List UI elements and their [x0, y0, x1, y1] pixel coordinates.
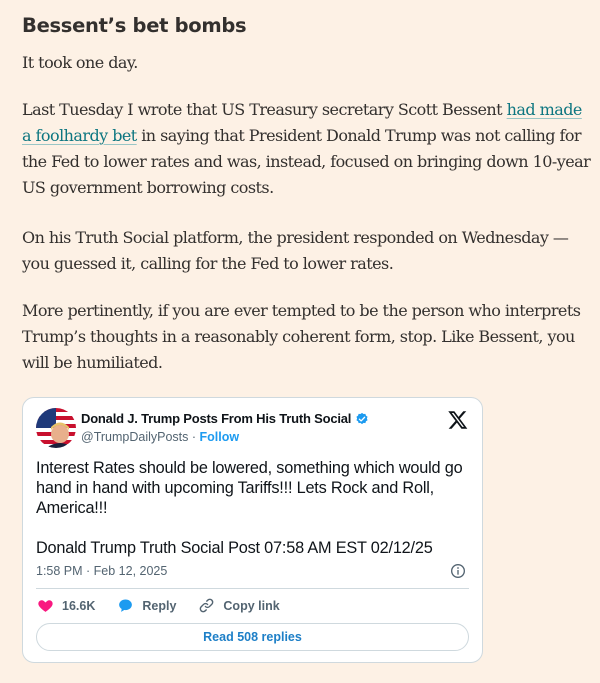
follow-button[interactable]: Follow [199, 430, 240, 444]
paragraph-2-text-after: in saying that President Donald Trump was not calling for the Fed to lower rates and was, instead, focused on bringing down 10-year US government borrowing costs. [22, 126, 591, 197]
like-button[interactable] [37, 597, 95, 614]
reply-button[interactable] [117, 597, 176, 614]
paragraph-2 [22, 97, 592, 201]
like-count: 16.6K [62, 598, 96, 613]
copy-link-button[interactable] [198, 597, 279, 614]
copy-link-label: Copy link [223, 598, 280, 613]
tweet-actions [37, 597, 302, 614]
tweet-timestamp[interactable]: 1:58 PM · Feb 12, 2025 [36, 564, 168, 578]
heart-icon [37, 597, 54, 614]
author-handle[interactable]: @TrumpDailyPosts [81, 430, 189, 444]
paragraph-4: More pertinently, if you are ever tempted to be the person who interprets Trump’s thoughts in a reasonably coherent form, stop. Like Bessent, you will be humiliated. [22, 301, 581, 372]
tweet-text-line-2: Donald Trump Truth Social Post 07:58 AM EST 02/12/25 [36, 539, 433, 557]
info-icon[interactable] [450, 563, 466, 579]
read-replies-button[interactable]: Read 508 replies [36, 623, 469, 651]
author-name-text: Donald J. Trump Posts From His Truth Social [81, 411, 352, 426]
separator-dot: · [188, 430, 200, 444]
author-name[interactable] [81, 411, 369, 427]
paragraph-2-text-before: Last Tuesday I wrote that US Treasury secretary Scott Bessent [22, 100, 507, 119]
avatar-flag-icon [36, 408, 76, 448]
paragraph-3: On his Truth Social platform, the president responded on Wednesday — you guessed it, calling for the Fed to lower rates. [22, 228, 569, 273]
tweet-author[interactable] [81, 411, 369, 445]
reply-bubble-icon [117, 597, 134, 614]
x-logo-icon[interactable] [447, 409, 469, 431]
avatar[interactable] [36, 408, 76, 448]
author-sub [81, 429, 369, 445]
paragraph-1: It took one day. [22, 53, 138, 72]
foolhardy-bet-link[interactable]: had made a foolhardy bet [22, 100, 582, 145]
embedded-tweet[interactable] [22, 397, 483, 663]
tweet-text [36, 458, 476, 558]
reply-label: Reply [142, 598, 177, 613]
tweet-text-line-1: Interest Rates should be lowered, something which would go hand in hand with upcoming Tariffs!!! Lets Rock and Roll, America!!! [36, 459, 463, 517]
section-heading: Bessent’s bet bombs [22, 14, 247, 37]
verified-badge-icon [355, 412, 369, 426]
link-icon [198, 597, 215, 614]
tweet-divider [36, 588, 469, 589]
